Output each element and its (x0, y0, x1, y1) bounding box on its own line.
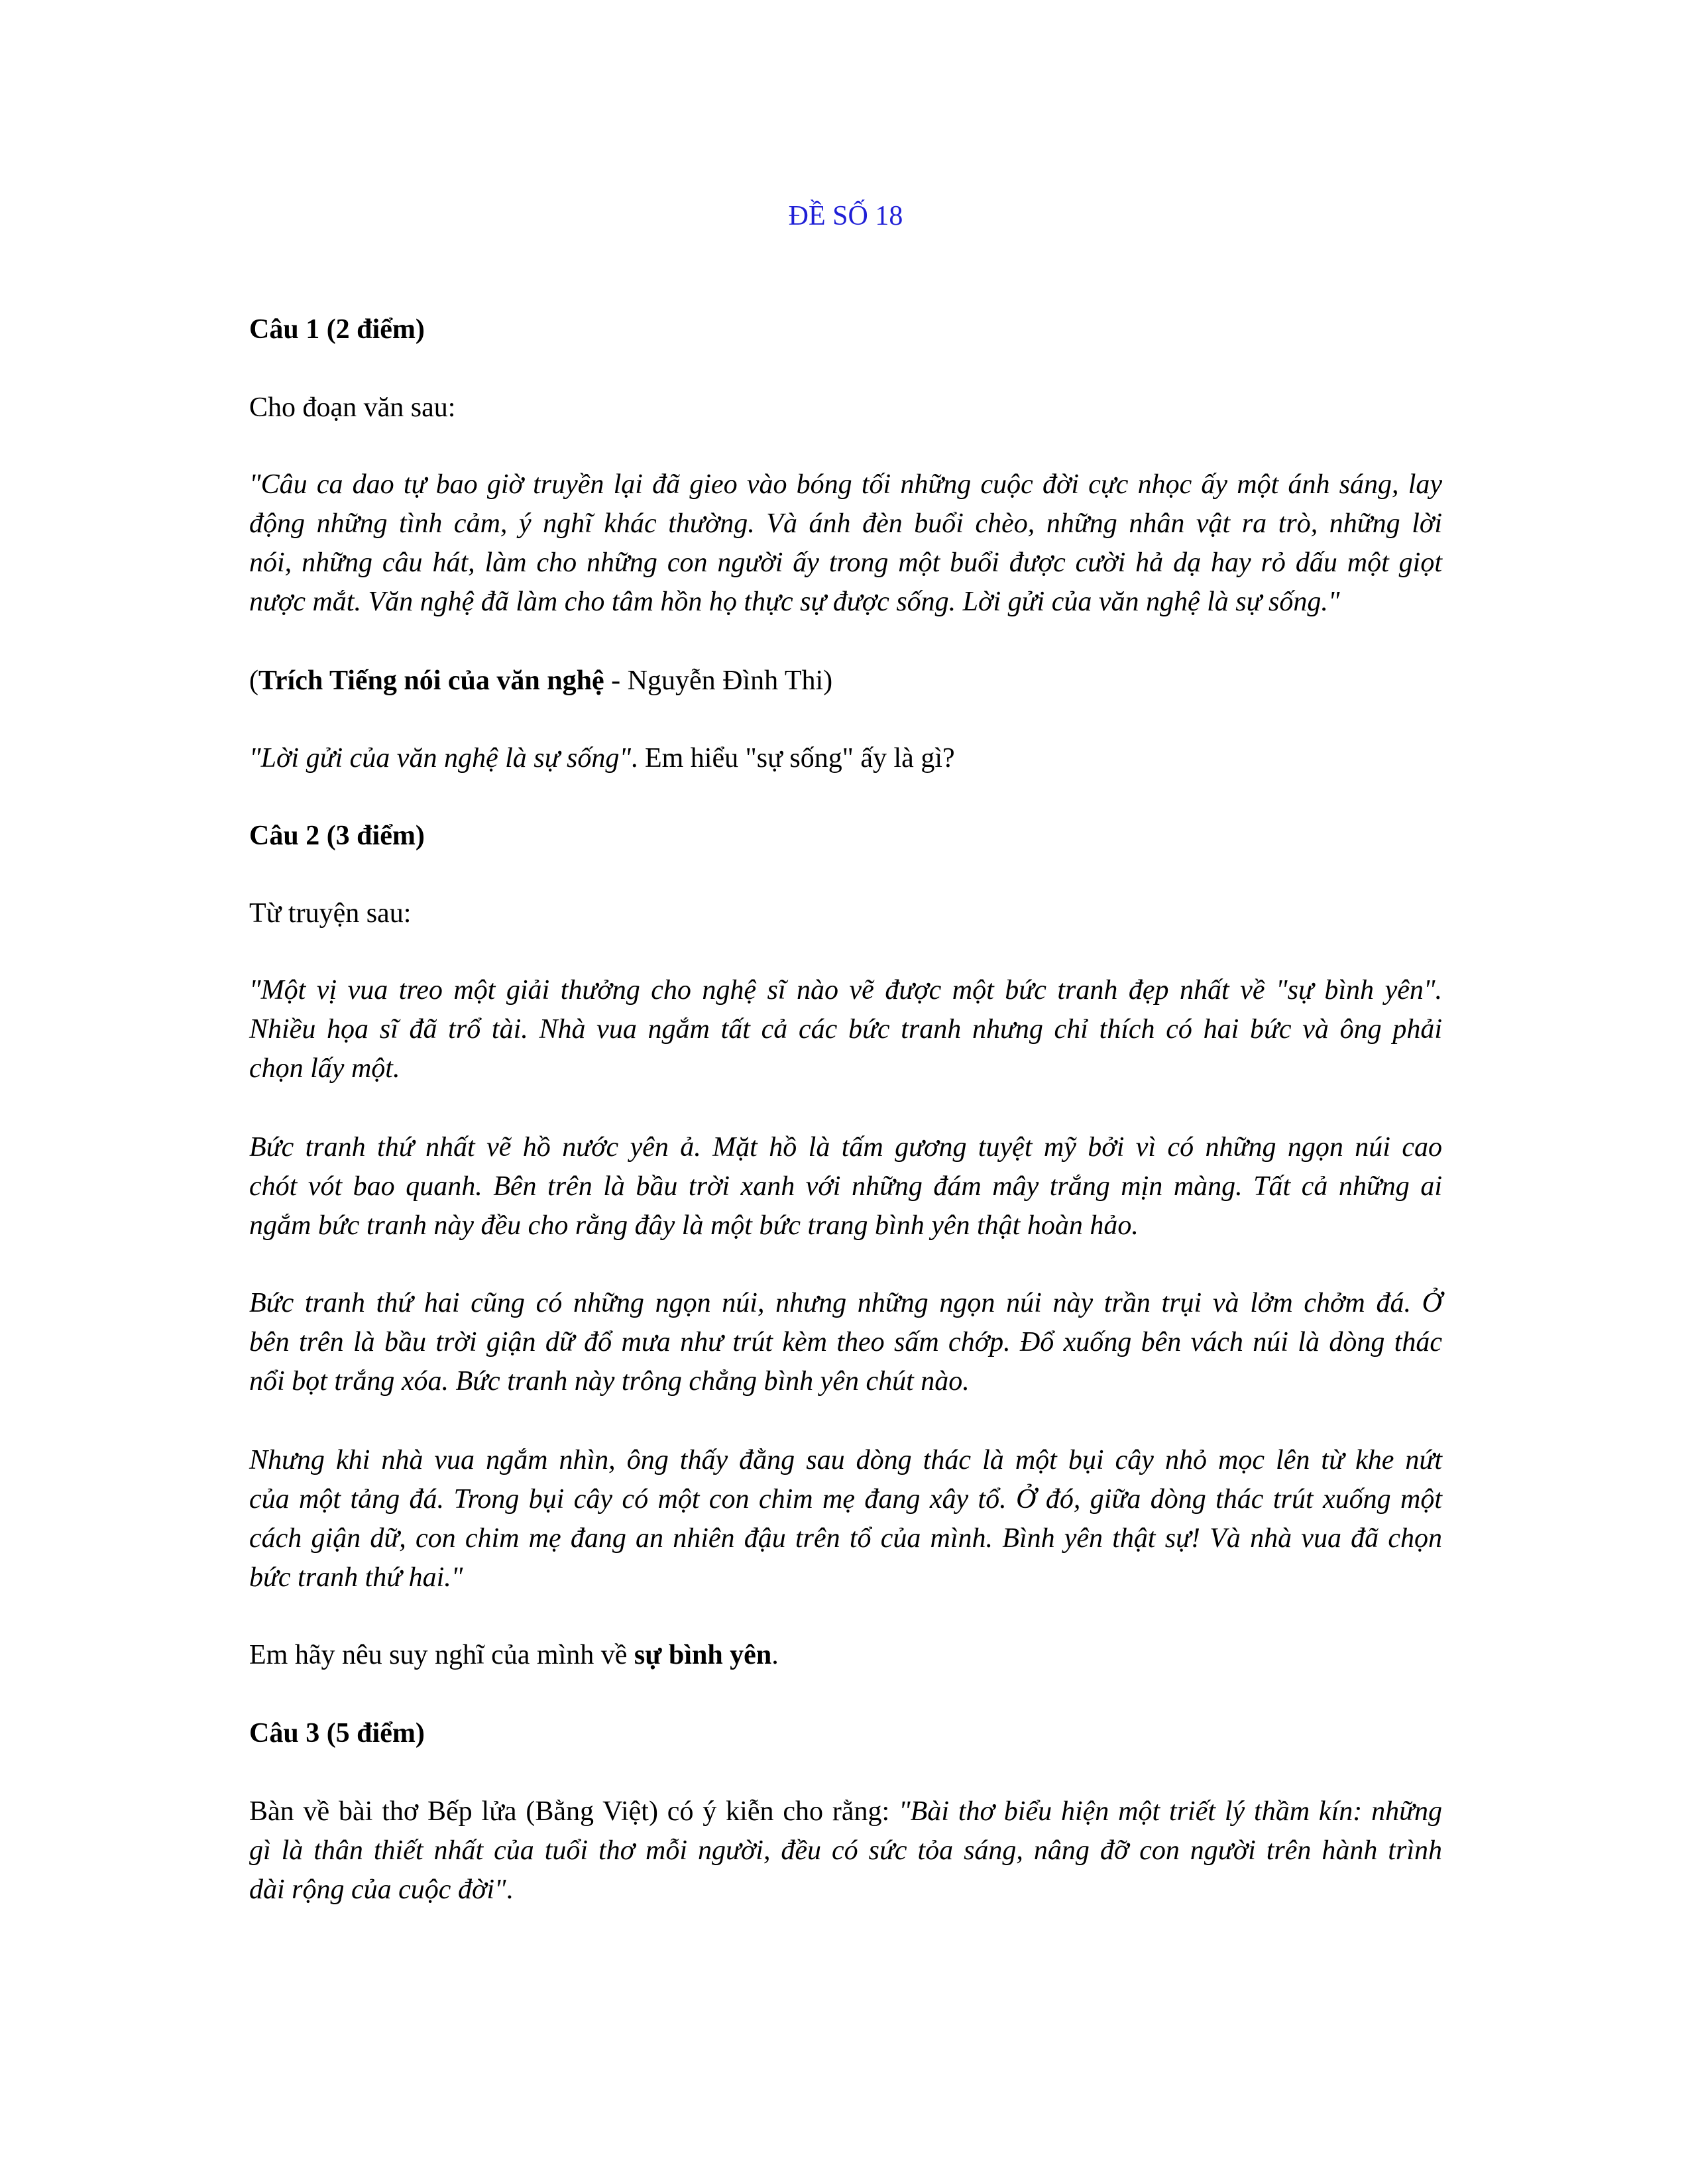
story-line: của một tảng đá. Trong bụi cây có một con chim mẹ đang xây tổ. Ở đó, giữa dòng thác trút xuống một (249, 1484, 1442, 1515)
question-3-line (249, 1869, 1442, 1910)
question-2-intro: Từ truyện sau: (249, 898, 412, 929)
question-3-quote-end: dài rộng của cuộc đời" (249, 1874, 506, 1905)
question-3-end: . (506, 1874, 514, 1905)
source-open: ( (249, 665, 258, 696)
story-line: chót vót bao quanh. Bên trên là bầu trời xanh với những đám mây trắng mịn màng. Tất cả những ai (249, 1171, 1442, 1202)
story-line: bên trên là bầu trời giận dữ đổ mưa như trút kèm theo sấm chớp. Đổ xuống bên vách núi là dòng thác (249, 1327, 1442, 1357)
story-line: "Một vị vua treo một giải thưởng cho nghệ sĩ nào vẽ được một bức tranh đẹp nhất về "sự bình yên". (249, 975, 1442, 1006)
task-text: Em hãy nêu suy nghĩ của mình về (249, 1640, 634, 1670)
story-line: nổi bọt trắng xóa. Bức tranh này trông chẳng bình yên chút nào. (249, 1366, 970, 1397)
prompt-quote: "Lời gửi của văn nghệ là sự sống" (249, 743, 631, 774)
question-1-intro: Cho đoạn văn sau: (249, 392, 456, 423)
story-line: cách giận dữ, con chim mẹ đang an nhiên đậu trên tổ của mình. Bình yên thật sự! Và nhà vua đã chọn (249, 1523, 1442, 1554)
story-line: Nhiều họa sĩ đã trổ tài. Nhà vua ngắm tất cả các bức tranh nhưng chỉ thích có hai bức và ông phải (249, 1014, 1442, 1045)
question-3-line (249, 1791, 1442, 1832)
story-line: ngắm bức tranh này đều cho rằng đây là một bức trang bình yên thật hoàn hảo. (249, 1210, 1139, 1241)
prompt-text: . Em hiểu "sự sống" ấy là gì? (630, 743, 955, 774)
story-line: chọn lấy một. (249, 1053, 400, 1084)
task-end: . (771, 1640, 779, 1670)
exam-title: ĐỀ SỐ 18 (788, 201, 903, 231)
question-3-quote-start: "Bài thơ biểu hiện một triết lý thầm kín: những (899, 1796, 1442, 1827)
source-title: Trích Tiếng nói của văn nghệ (258, 665, 604, 696)
question-2-heading: Câu 2 (3 điểm) (249, 821, 425, 851)
story-line: Bức tranh thứ nhất vẽ hồ nước yên ả. Mặt hồ là tấm gương tuyệt mỹ bởi vì có những ngọn núi cao (249, 1132, 1442, 1163)
question-1-source (249, 660, 1442, 701)
question-3-lead: Bàn về bài thơ Bếp lửa (Bằng Việt) có ý kiễn cho rằng: (249, 1796, 899, 1827)
question-1-quote-line: nược mắt. Văn nghệ đã làm cho tâm hồn họ thực sự được sống. Lời gửi của văn nghệ là sự sống." (249, 587, 1340, 617)
question-2-task (249, 1635, 1442, 1676)
story-line: Bức tranh thứ hai cũng có những ngọn núi, nhưng những ngọn núi này trần trụi và lởm chởm đá. Ở (249, 1288, 1442, 1318)
task-topic: sự bình yên (634, 1640, 772, 1670)
question-1-quote-line: "Câu ca dao tự bao giờ truyền lại đã gieo vào bóng tối những cuộc đời cực nhọc ấy một ánh sáng, lay (249, 469, 1442, 500)
question-1-prompt (249, 738, 1442, 779)
question-1-heading: Câu 1 (2 điểm) (249, 314, 425, 345)
question-1-quote-line: động những tình cảm, ý nghĩ khác thường. Và ánh đèn buổi chèo, những nhân vật ra trò, những lời (249, 508, 1442, 539)
question-3-line: gì là thân thiết nhất của tuổi thơ mỗi người, đều có sức tỏa sáng, nâng đỡ con người trên hành trình (249, 1835, 1442, 1866)
story-line: Nhưng khi nhà vua ngắm nhìn, ông thấy đằng sau dòng thác là một bụi cây nhỏ mọc lên từ khe nứt (249, 1445, 1442, 1475)
question-1-quote-line: nói, những câu hát, làm cho những con người ấy trong một buổi được cười hả dạ hay rỏ dấu một giọt (249, 547, 1442, 578)
source-author: - Nguyễn Đình Thi) (604, 665, 833, 696)
question-3-heading: Câu 3 (5 điểm) (249, 1718, 425, 1749)
story-line: bức tranh thứ hai." (249, 1562, 463, 1593)
